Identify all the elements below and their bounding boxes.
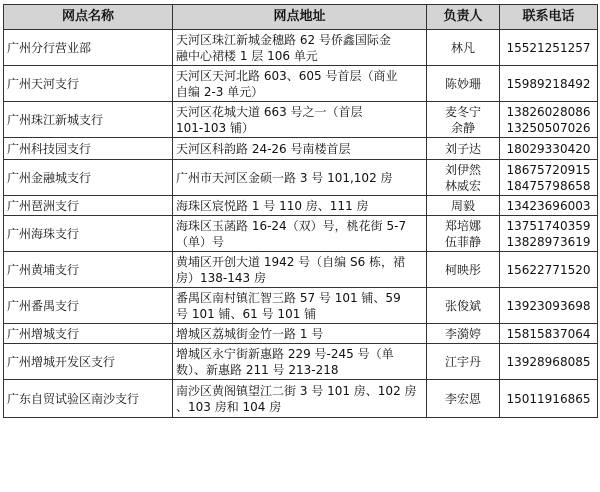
header-branch-address: 网点地址 — [173, 5, 427, 30]
phone-cell — [500, 66, 598, 102]
address-line: 南沙区黄阁镇望江二街 3 号 101 房、102 房 — [176, 383, 417, 398]
branch-name-cell: 广州海珠支行 — [4, 216, 173, 252]
address-line: 海珠区玉菡路 16-24（双）号，桃花街 5-7 — [176, 218, 407, 233]
branch-name-cell: 广州科技园支行 — [4, 138, 173, 160]
manager-cell — [427, 344, 500, 380]
table-header — [4, 5, 598, 30]
phone-cell — [500, 160, 598, 196]
branch-name-cell: 广州琶洲支行 — [4, 196, 173, 216]
branch-name-cell: 广州珠江新城支行 — [4, 102, 173, 138]
address-line: 天河区科韵路 24-26 号南楼首层 — [176, 141, 351, 156]
branch-address-cell — [173, 380, 427, 418]
table-row — [4, 138, 598, 160]
header-branch-name: 网点名称 — [4, 5, 173, 30]
branch-name-cell: 广州金融城支行 — [4, 160, 173, 196]
branch-name-cell: 广东自贸试验区南沙支行 — [4, 380, 173, 418]
branch-address-cell — [173, 160, 427, 196]
manager-name: 李漪婷 — [444, 326, 481, 341]
address-line: （单）号 — [176, 234, 225, 249]
branch-address-cell — [173, 30, 427, 66]
phone-cell — [500, 216, 598, 252]
phone-cell — [500, 102, 598, 138]
manager-name: 刘子达 — [444, 141, 481, 156]
manager-cell — [427, 288, 500, 324]
header-manager: 负责人 — [427, 5, 500, 30]
branch-name-cell: 广州番禺支行 — [4, 288, 173, 324]
branch-address-cell — [173, 102, 427, 138]
manager-name: 周毅 — [450, 198, 475, 213]
phone-cell — [500, 30, 598, 66]
manager-cell — [427, 380, 500, 418]
table-row — [4, 380, 598, 418]
branch-address-cell — [173, 252, 427, 288]
phone-number: 13423696003 — [506, 198, 591, 213]
phone-number: 13250507026 — [506, 120, 591, 135]
manager-name: 江宇丹 — [444, 354, 481, 369]
manager-cell — [427, 66, 500, 102]
branch-address-cell — [173, 66, 427, 102]
manager-name: 麦冬宁 — [444, 104, 481, 119]
table-row — [4, 196, 598, 216]
branch-address-cell — [173, 344, 427, 380]
address-line: 黄埔区开创大道 1942 号（自编 S6 栋，裙 — [176, 254, 406, 269]
table-row — [4, 102, 598, 138]
table-row — [4, 324, 598, 344]
manager-cell — [427, 196, 500, 216]
branch-name-cell: 广州增城开发区支行 — [4, 344, 173, 380]
phone-number: 13923093698 — [506, 298, 591, 313]
phone-number: 18475798658 — [506, 178, 591, 193]
phone-number: 15521251257 — [506, 40, 591, 55]
address-line: 数）、新惠路 211 号 213-218 — [176, 362, 339, 377]
address-line: 海珠区宸悦路 1 号 110 房、111 房 — [176, 198, 369, 213]
manager-cell — [427, 160, 500, 196]
table-row — [4, 66, 598, 102]
phone-cell — [500, 344, 598, 380]
branch-table — [3, 4, 598, 418]
phone-number: 18675720915 — [506, 162, 591, 177]
branch-address-cell — [173, 216, 427, 252]
manager-cell — [427, 138, 500, 160]
manager-cell — [427, 216, 500, 252]
phone-cell — [500, 324, 598, 344]
phone-number: 15622771520 — [506, 262, 591, 277]
address-line: 房）138-143 房 — [176, 270, 266, 285]
header-phone: 联系电话 — [500, 5, 598, 30]
manager-name: 余静 — [450, 120, 475, 135]
phone-cell — [500, 252, 598, 288]
address-line: 番禺区南村镇汇智三路 57 号 101 铺、59 — [176, 290, 401, 305]
phone-number: 15989218492 — [506, 76, 591, 91]
address-line: 天河区花城大道 663 号之一（首层 — [176, 104, 363, 119]
branch-name-cell: 广州黄埔支行 — [4, 252, 173, 288]
phone-number: 15011916865 — [506, 391, 591, 406]
phone-number: 13828973619 — [506, 234, 591, 249]
manager-name: 李宏恩 — [444, 391, 481, 406]
phone-cell — [500, 288, 598, 324]
address-line: 号 101 铺、61 号 101 铺 — [176, 306, 317, 321]
branch-table-container — [3, 4, 598, 418]
address-line: 融中心裙楼 1 层 106 单元 — [176, 48, 318, 63]
header-row — [4, 5, 598, 30]
manager-name: 刘伊然 — [444, 162, 481, 177]
table-row — [4, 288, 598, 324]
manager-name: 郑培娜 — [444, 218, 481, 233]
manager-name: 柯映彤 — [444, 262, 481, 277]
table-row — [4, 344, 598, 380]
manager-cell — [427, 252, 500, 288]
address-line: 101-103 铺） — [176, 120, 254, 135]
manager-name: 张俊斌 — [444, 298, 481, 313]
manager-name: 陈妙珊 — [444, 76, 481, 91]
phone-number: 13751740359 — [506, 218, 591, 233]
address-line: 天河区天河北路 603、605 号首层（商业 — [176, 68, 398, 83]
address-line: 增城区荔城街金竹一路 1 号 — [176, 326, 324, 341]
manager-cell — [427, 324, 500, 344]
branch-name-cell: 广州天河支行 — [4, 66, 173, 102]
address-line: 广州市天河区金硕一路 3 号 101,102 房 — [176, 170, 393, 185]
branch-name-cell: 广州分行营业部 — [4, 30, 173, 66]
address-line: 、103 房和 104 房 — [176, 399, 282, 414]
phone-cell — [500, 138, 598, 160]
branch-address-cell — [173, 288, 427, 324]
manager-name: 林凡 — [450, 40, 475, 55]
address-line: 增城区永宁街新惠路 229 号-245 号（单 — [176, 346, 394, 361]
branch-address-cell — [173, 324, 427, 344]
manager-cell — [427, 102, 500, 138]
branch-name-cell: 广州增城支行 — [4, 324, 173, 344]
phone-number: 15815837064 — [506, 326, 591, 341]
manager-cell — [427, 30, 500, 66]
phone-cell — [500, 196, 598, 216]
branch-address-cell — [173, 196, 427, 216]
table-row — [4, 30, 598, 66]
phone-cell — [500, 380, 598, 418]
manager-name: 伍菲静 — [444, 234, 481, 249]
table-row — [4, 160, 598, 196]
phone-number: 13826028086 — [506, 104, 591, 119]
branch-address-cell — [173, 138, 427, 160]
address-line: 天河区珠江新城金穗路 62 号侨鑫国际金 — [176, 32, 391, 47]
phone-number: 13928968085 — [506, 354, 591, 369]
table-row — [4, 252, 598, 288]
address-line: 自编 2-3 单元） — [176, 84, 264, 99]
table-body — [4, 30, 598, 418]
manager-name: 林威宏 — [444, 178, 481, 193]
phone-number: 18029330420 — [506, 141, 591, 156]
table-row — [4, 216, 598, 252]
